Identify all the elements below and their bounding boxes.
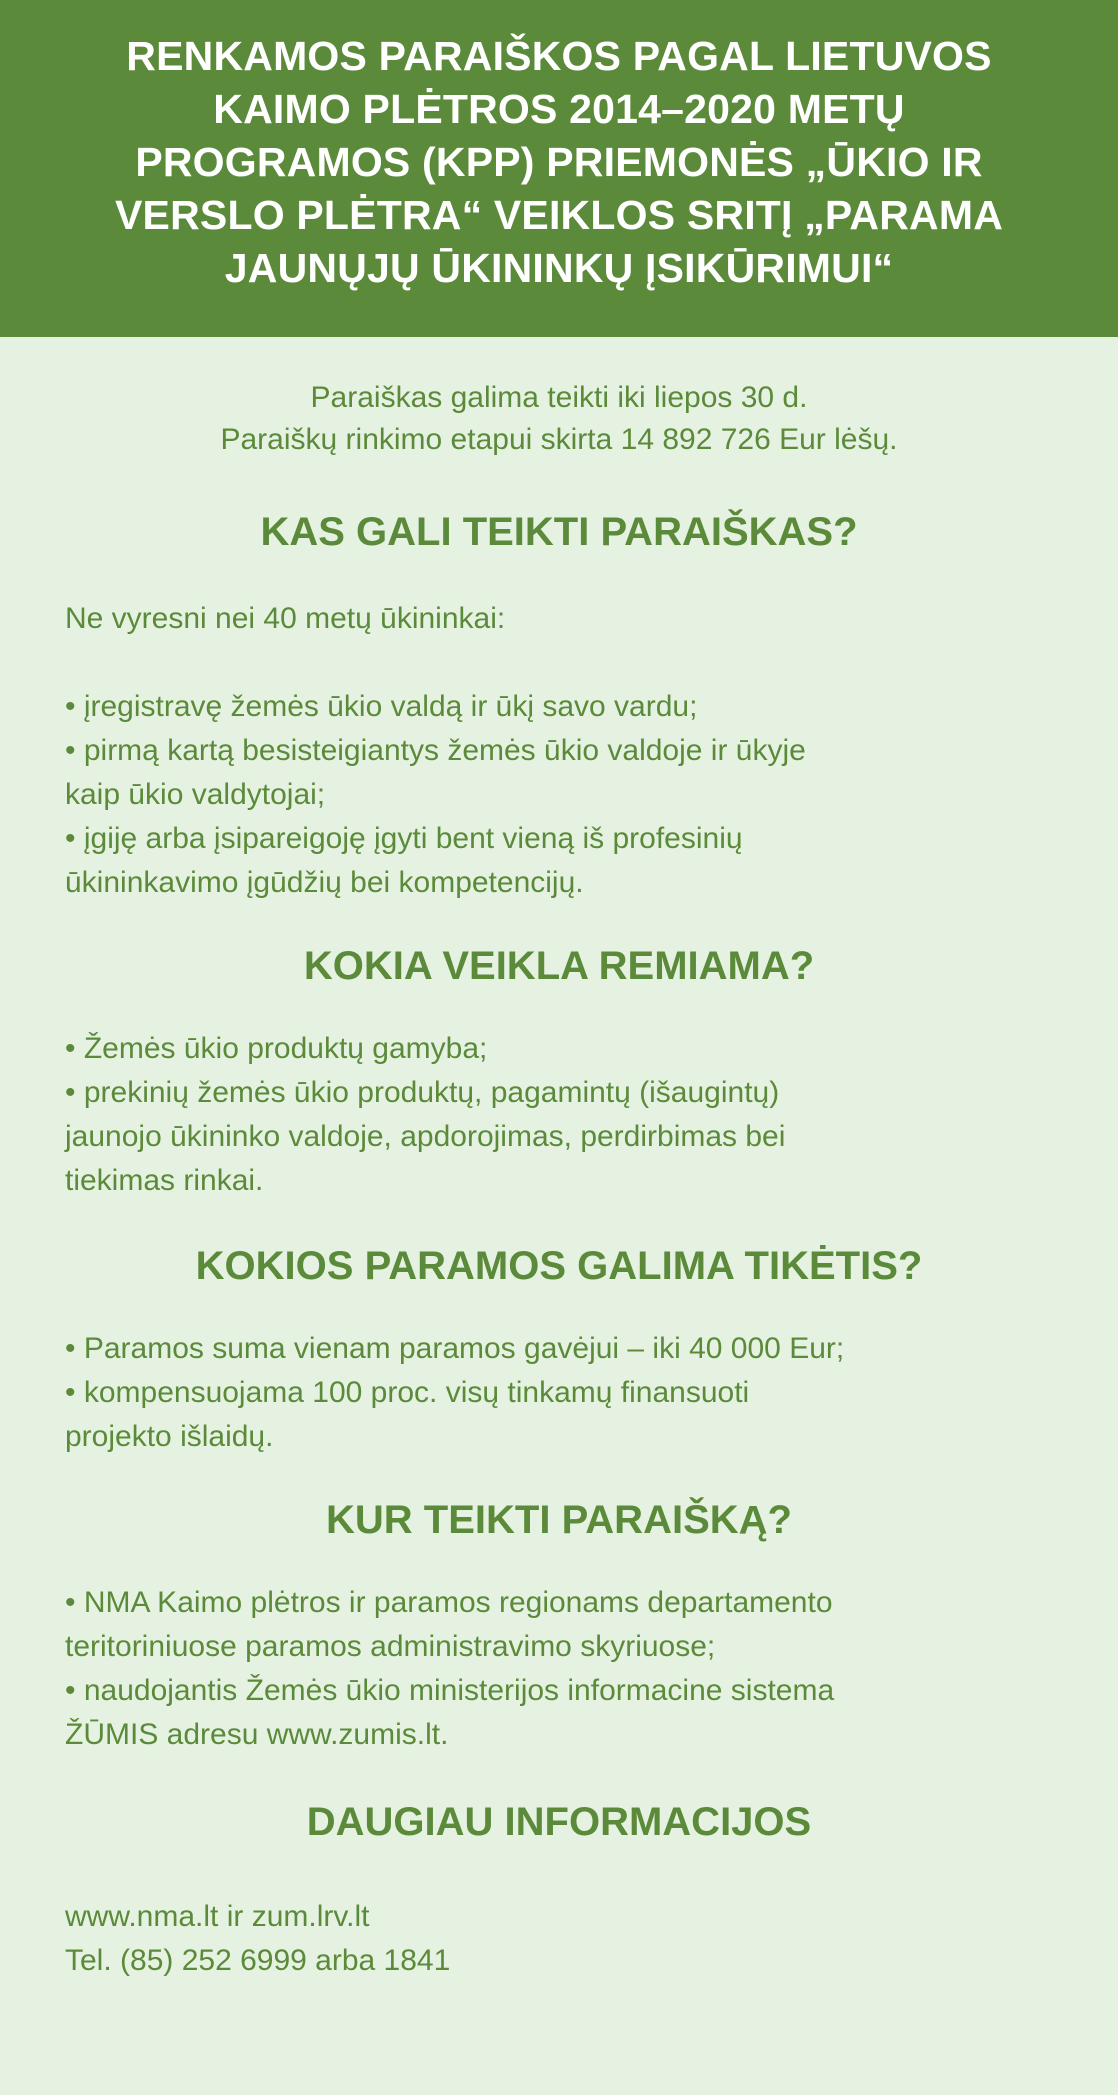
support-item: projekto išlaidų. [65,1420,274,1453]
where-item: • naudojantis Žemės ūkio ministerijos informacine sistema [65,1674,835,1707]
title-line: PROGRAMOS (KPP) PRIEMONĖS „ŪKIO IR [135,139,983,185]
title-line: RENKAMOS PARAIŠKOS PAGAL LIETUVOS [126,33,992,79]
where-item: • NMA Kaimo plėtros ir paramos regionams departamento [65,1586,833,1619]
funds-text: Paraiškų rinkimo etapui skirta 14 892 726 Eur lėšų. [220,423,898,456]
more-info-text [65,1895,1053,1983]
who-item: • pirmą kartą besisteigiantys žemės ūkio valdoje ir ūkyje [65,734,806,767]
intro-block [0,377,1118,461]
who-heading: KAS GALI TEIKTI PARAIŠKAS? [260,510,858,554]
activity-item: • prekinių žemės ūkio produktų, pagamintų (išaugintų) [65,1076,780,1109]
support-heading: KOKIOS PARAMOS GALIMA TIKĖTIS? [195,1244,923,1288]
more-info-heading: DAUGIAU INFORMACIJOS [306,1800,812,1844]
activities-section-text [65,1027,1053,1203]
who-lead: Ne vyresni nei 40 metų ūkininkai: [65,602,506,635]
support-item: • kompensuojama 100 proc. visų tinkamų finansuoti [65,1376,750,1409]
support-section-text [65,1327,1053,1459]
where-item: ŽŪMIS adresu www.zumis.lt. [65,1718,449,1751]
where-item: teritoriniuose paramos administravimo skyriuose; [65,1630,716,1663]
content [0,507,1118,1983]
activities-heading: KOKIA VEIKLA REMIAMA? [303,944,815,988]
title-line: KAIMO PLĖTROS 2014–2020 METŲ [213,86,905,132]
who-item: kaip ūkio valdytojai; [65,778,326,811]
title-line: VERSLO PLĖTRA“ VEIKLOS SRITĮ „PARAMA [115,192,1003,238]
who-section-text [65,597,1053,905]
activity-item: jaunojo ūkininko valdoje, apdorojimas, perdirbimas bei [65,1120,786,1153]
who-item: • įgiję arba įsipareigoję įgyti bent vieną iš profesinių [65,822,743,855]
activity-item: tiekimas rinkai. [65,1164,264,1197]
phone-text: Tel. (85) 252 6999 arba 1841 [65,1944,451,1977]
blank-line [65,641,1053,685]
websites-text: www.nma.lt ir zum.lrv.lt [65,1900,370,1933]
activity-item: • Žemės ūkio produktų gamyba; [65,1032,488,1065]
where-section-text [65,1581,1053,1757]
where-heading: KUR TEIKTI PARAIŠKĄ? [326,1498,792,1542]
title-line: JAUNŲJŲ ŪKININKŲ ĮSIKŪRIMUI“ [224,245,894,291]
who-item: • įregistravę žemės ūkio valdą ir ūkį savo vardu; [65,690,698,723]
title-banner [0,0,1118,337]
support-item: • Paramos suma vienam paramos gavėjui – iki 40 000 Eur; [65,1332,845,1365]
who-item: ūkininkavimo įgūdžių bei kompetencijų. [65,866,584,899]
deadline-text: Paraiškas galima teikti iki liepos 30 d. [310,381,808,414]
